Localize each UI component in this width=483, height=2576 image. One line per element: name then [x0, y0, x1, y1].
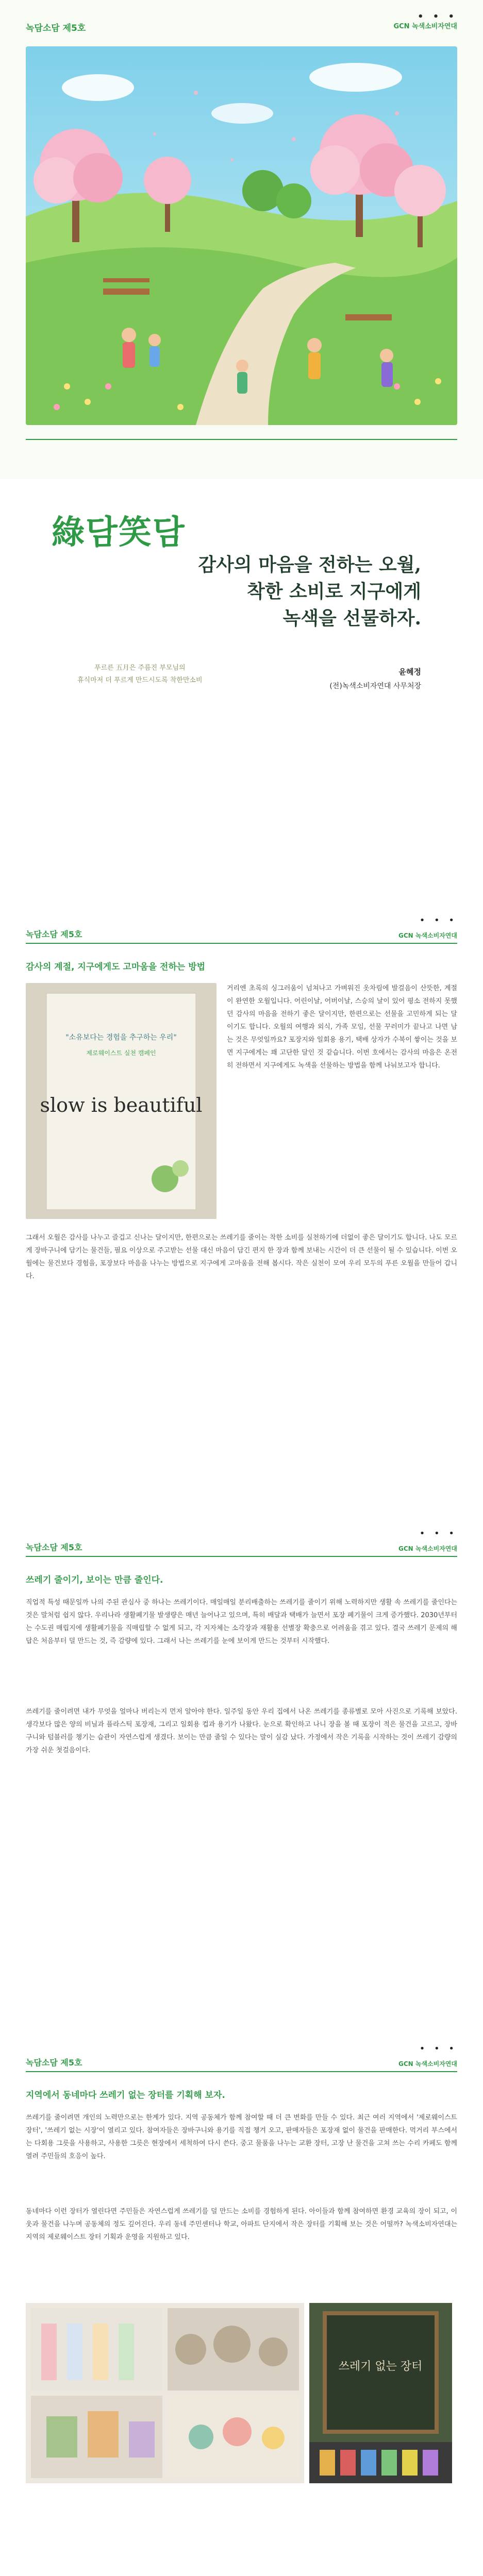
- newsletter-logo: 綠담笑담: [52, 513, 186, 552]
- title-block: [0, 479, 483, 912]
- section-3: [0, 2043, 483, 2514]
- photo-text-3: slow is beautiful: [40, 1094, 203, 1116]
- section-2: [0, 1528, 483, 1896]
- section-3-org: GCN 녹색소비자연대: [398, 2060, 457, 2067]
- banner-photo-image: [26, 983, 216, 1219]
- spring-illustration: [26, 46, 457, 425]
- hero-issue: 녹담소담 제5호: [26, 23, 86, 33]
- section-3-header: [26, 2043, 457, 2068]
- section-3-dots: • • •: [419, 2043, 457, 2054]
- section-1-title: 감사의 계절, 지구에게도 고마움을 전하는 방법: [26, 962, 206, 972]
- headline-line-1: 감사의 마음을 전하는 오월,: [198, 554, 421, 575]
- slow-is-beautiful-photo: [26, 983, 216, 1219]
- author-title: (전)녹색소비자연대 사무처장: [329, 682, 421, 690]
- market-photo-row: [26, 2303, 457, 2483]
- section-1-header: [26, 915, 457, 940]
- author-name: 윤혜정: [398, 667, 421, 676]
- headline-line-2: 착한 소비로 지구에게: [246, 581, 421, 602]
- section-3-divider: [26, 2071, 457, 2072]
- section-2-para-1: 직업적 특성 때문일까 나의 주된 관심사 중 하나는 쓰레기이다. 매일매일 분리배출하는 쓰레기를 줄이기 위해 노력하지만 생활 속 쓰레기를 줄인다는 것은 말처럼 쉽지 않다. 우리나라 생활폐기물 발생량은 매년 늘어나고 있으며, 특히 배달과 택배가 늘면서 포장 폐기물이 크게 증가했다. 2030년부터는 수도권 매립지에 생활폐기물을 직매립할 수 없게 되고, 각 지자체는 소각장과 재활용 선별장 확충으로 어려움을 겪고 있다. 결국 쓰레기 문제의 해답은 처음부터 덜 만드는 것, 즉 감량에 있다. 그래서 나는 쓰레기를 눈에 보이게 만드는 것부터 시작했다.: [26, 1599, 457, 1645]
- section-2-title: 쓰레기 줄이기, 보이는 만큼 줄인다.: [26, 1575, 163, 1585]
- signboard-caption: 쓰레기 없는 장터: [338, 2360, 423, 2373]
- hero-divider: [26, 439, 457, 440]
- section-1-org: GCN 녹색소비자연대: [398, 932, 457, 939]
- section-2-para-2: 쓰레기를 줄이려면 내가 무엇을 얼마나 버리는지 먼저 알아야 한다. 일주일 동안 우리 집에서 나온 쓰레기를 종류별로 모아 사진으로 기록해 보았다. 생각보다 많은 양의 비닐과 플라스틱 포장재, 그리고 일회용 컵과 용기가 나왔다. 눈으로 확인하고 나니 장을 볼 때 포장이 적은 물건을 고르고, 장바구니와 텀블러를 챙기는 습관이 자연스럽게 생겼다. 보이는 만큼 줄일 수 있다는 말이 실감 났다. 가정에서 작은 기록을 시작하는 것이 쓰레기 감량의 가장 쉬운 첫걸음이다.: [26, 1708, 457, 1754]
- hero-dots: • • •: [417, 11, 457, 22]
- photo-text-1: "소유보다는 경험을 추구하는 우리": [65, 1033, 177, 1042]
- poem-quote: [77, 662, 203, 687]
- section-3-para-1: 쓰레기를 줄이려면 개인의 노력만으로는 한계가 있다. 지역 공동체가 함께 참여할 때 더 큰 변화를 만들 수 있다. 최근 여러 지역에서 '제로웨이스트 장터', '쓰레기 없는 시장'이 열리고 있다. 참여자들은 장바구니와 용기를 직접 챙겨 오고, 판매자들은 포장재 없이 물건을 판매한다. 먹거리 부스에서는 다회용 그릇을 사용하고, 사용한 그릇은 현장에서 세척하여 다시 쓴다. 중고 물품을 나누는 교환 장터, 고장 난 물건을 고쳐 쓰는 수리 카페도 함께 열려 주민들의 호응이 높다.: [26, 2114, 457, 2160]
- section-2-header: [26, 1528, 457, 1553]
- signboard-image: [309, 2303, 452, 2483]
- author-info: [329, 665, 421, 693]
- section-2-dots: • • •: [419, 1528, 457, 1539]
- park-scene-image: [26, 46, 457, 425]
- section-1-body: 그래서 오월은 감사를 나누고 즐겁고 신나는 달이지만, 한편으로는 쓰레기를 줄이는 착한 소비를 실천하기에 더없이 좋은 달이기도 합니다. 나도 모르게 장바구니에 담기는 물건들, 필요 이상으로 주고받는 선물 대신 마음이 담긴 편지 한 장과 함께 보내는 시간이 더 큰 선물이 될 수 있습니다. 이번 오월에는 물건보다 경험을, 포장보다 마음을 나누는 방법으로 지구에게 고마움을 전해 봅시다. 작은 실천이 모여 우리 모두의 푸른 오월을 만들어 갑니다.: [26, 1234, 457, 1280]
- section-1-issue: 녹담소담 제5호: [26, 929, 82, 939]
- section-3-para-2: 동네마다 이런 장터가 열린다면 주민들은 자연스럽게 쓰레기를 덜 만드는 소비를 경험하게 된다. 아이들과 함께 참여하면 환경 교육의 장이 되고, 이웃과 물건을 나누며 공동체의 정도 깊어진다. 우리 동네 주민센터나 학교, 아파트 단지에서 작은 장터를 기획해 보는 것은 어떨까? 녹색소비자연대는 지역의 제로웨이스트 장터 기획과 운영을 지원하고 있다.: [26, 2208, 457, 2241]
- hero-org: GCN 녹색소비자연대: [393, 23, 457, 30]
- main-headline: [198, 551, 421, 632]
- section-3-title: 지역에서 동네마다 쓰레기 없는 장터를 기획해 보자.: [26, 2090, 225, 2100]
- section-1: [0, 915, 483, 1376]
- section-1-divider: [26, 943, 457, 944]
- hero-section: [0, 0, 483, 479]
- section-3-issue: 녹담소담 제5호: [26, 2058, 82, 2067]
- market-photo-collage: [26, 2303, 304, 2483]
- section-2-divider: [26, 1556, 457, 1557]
- market-signboard-photo: [309, 2303, 452, 2483]
- headline-line-3: 녹색을 선물하자.: [282, 607, 421, 629]
- market-collage-image: [26, 2303, 304, 2483]
- section-2-issue: 녹담소담 제5호: [26, 1543, 82, 1552]
- section-2-org: GCN 녹색소비자연대: [398, 1545, 457, 1552]
- photo-text-2: 제로웨이스트 실천 캠페인: [86, 1049, 156, 1057]
- hero-header: [26, 11, 457, 33]
- poem-line-2: 휴식마저 더 푸르게 만드시도록 착한만소비: [77, 676, 203, 684]
- poem-line-1: 푸르른 五月은 주름진 부모님의: [94, 664, 186, 672]
- section-1-dots: • • •: [419, 915, 457, 926]
- section-1-side-text: 거리엔 초록의 싱그러움이 넘쳐나고 가벼워진 옷차림에 발걸음이 산뜻한, 계절이 완연한 오월입니다. 어린이날, 어버이날, 스승의 날이 있어 평소 전하지 못했던 감사의 마음을 전하기 좋은 달이지만, 한편으로는 선물을 고민하게 되는 달이기도 합니다. 오월의 여행과 외식, 가족 모임, 선물 꾸러미가 끝나고 나면 남는 것은 무엇일까요? 포장지와 일회용 용기, 택배 상자가 수북이 쌓이는 것을 보면 지구에게는 꽤 고단한 달인 것 같습니다. 이번 호에서는 감사의 마음은 온전히 전하면서 지구에게도 녹색을 선물하는 방법을 함께 나눠보고자 합니다.: [227, 985, 457, 1070]
